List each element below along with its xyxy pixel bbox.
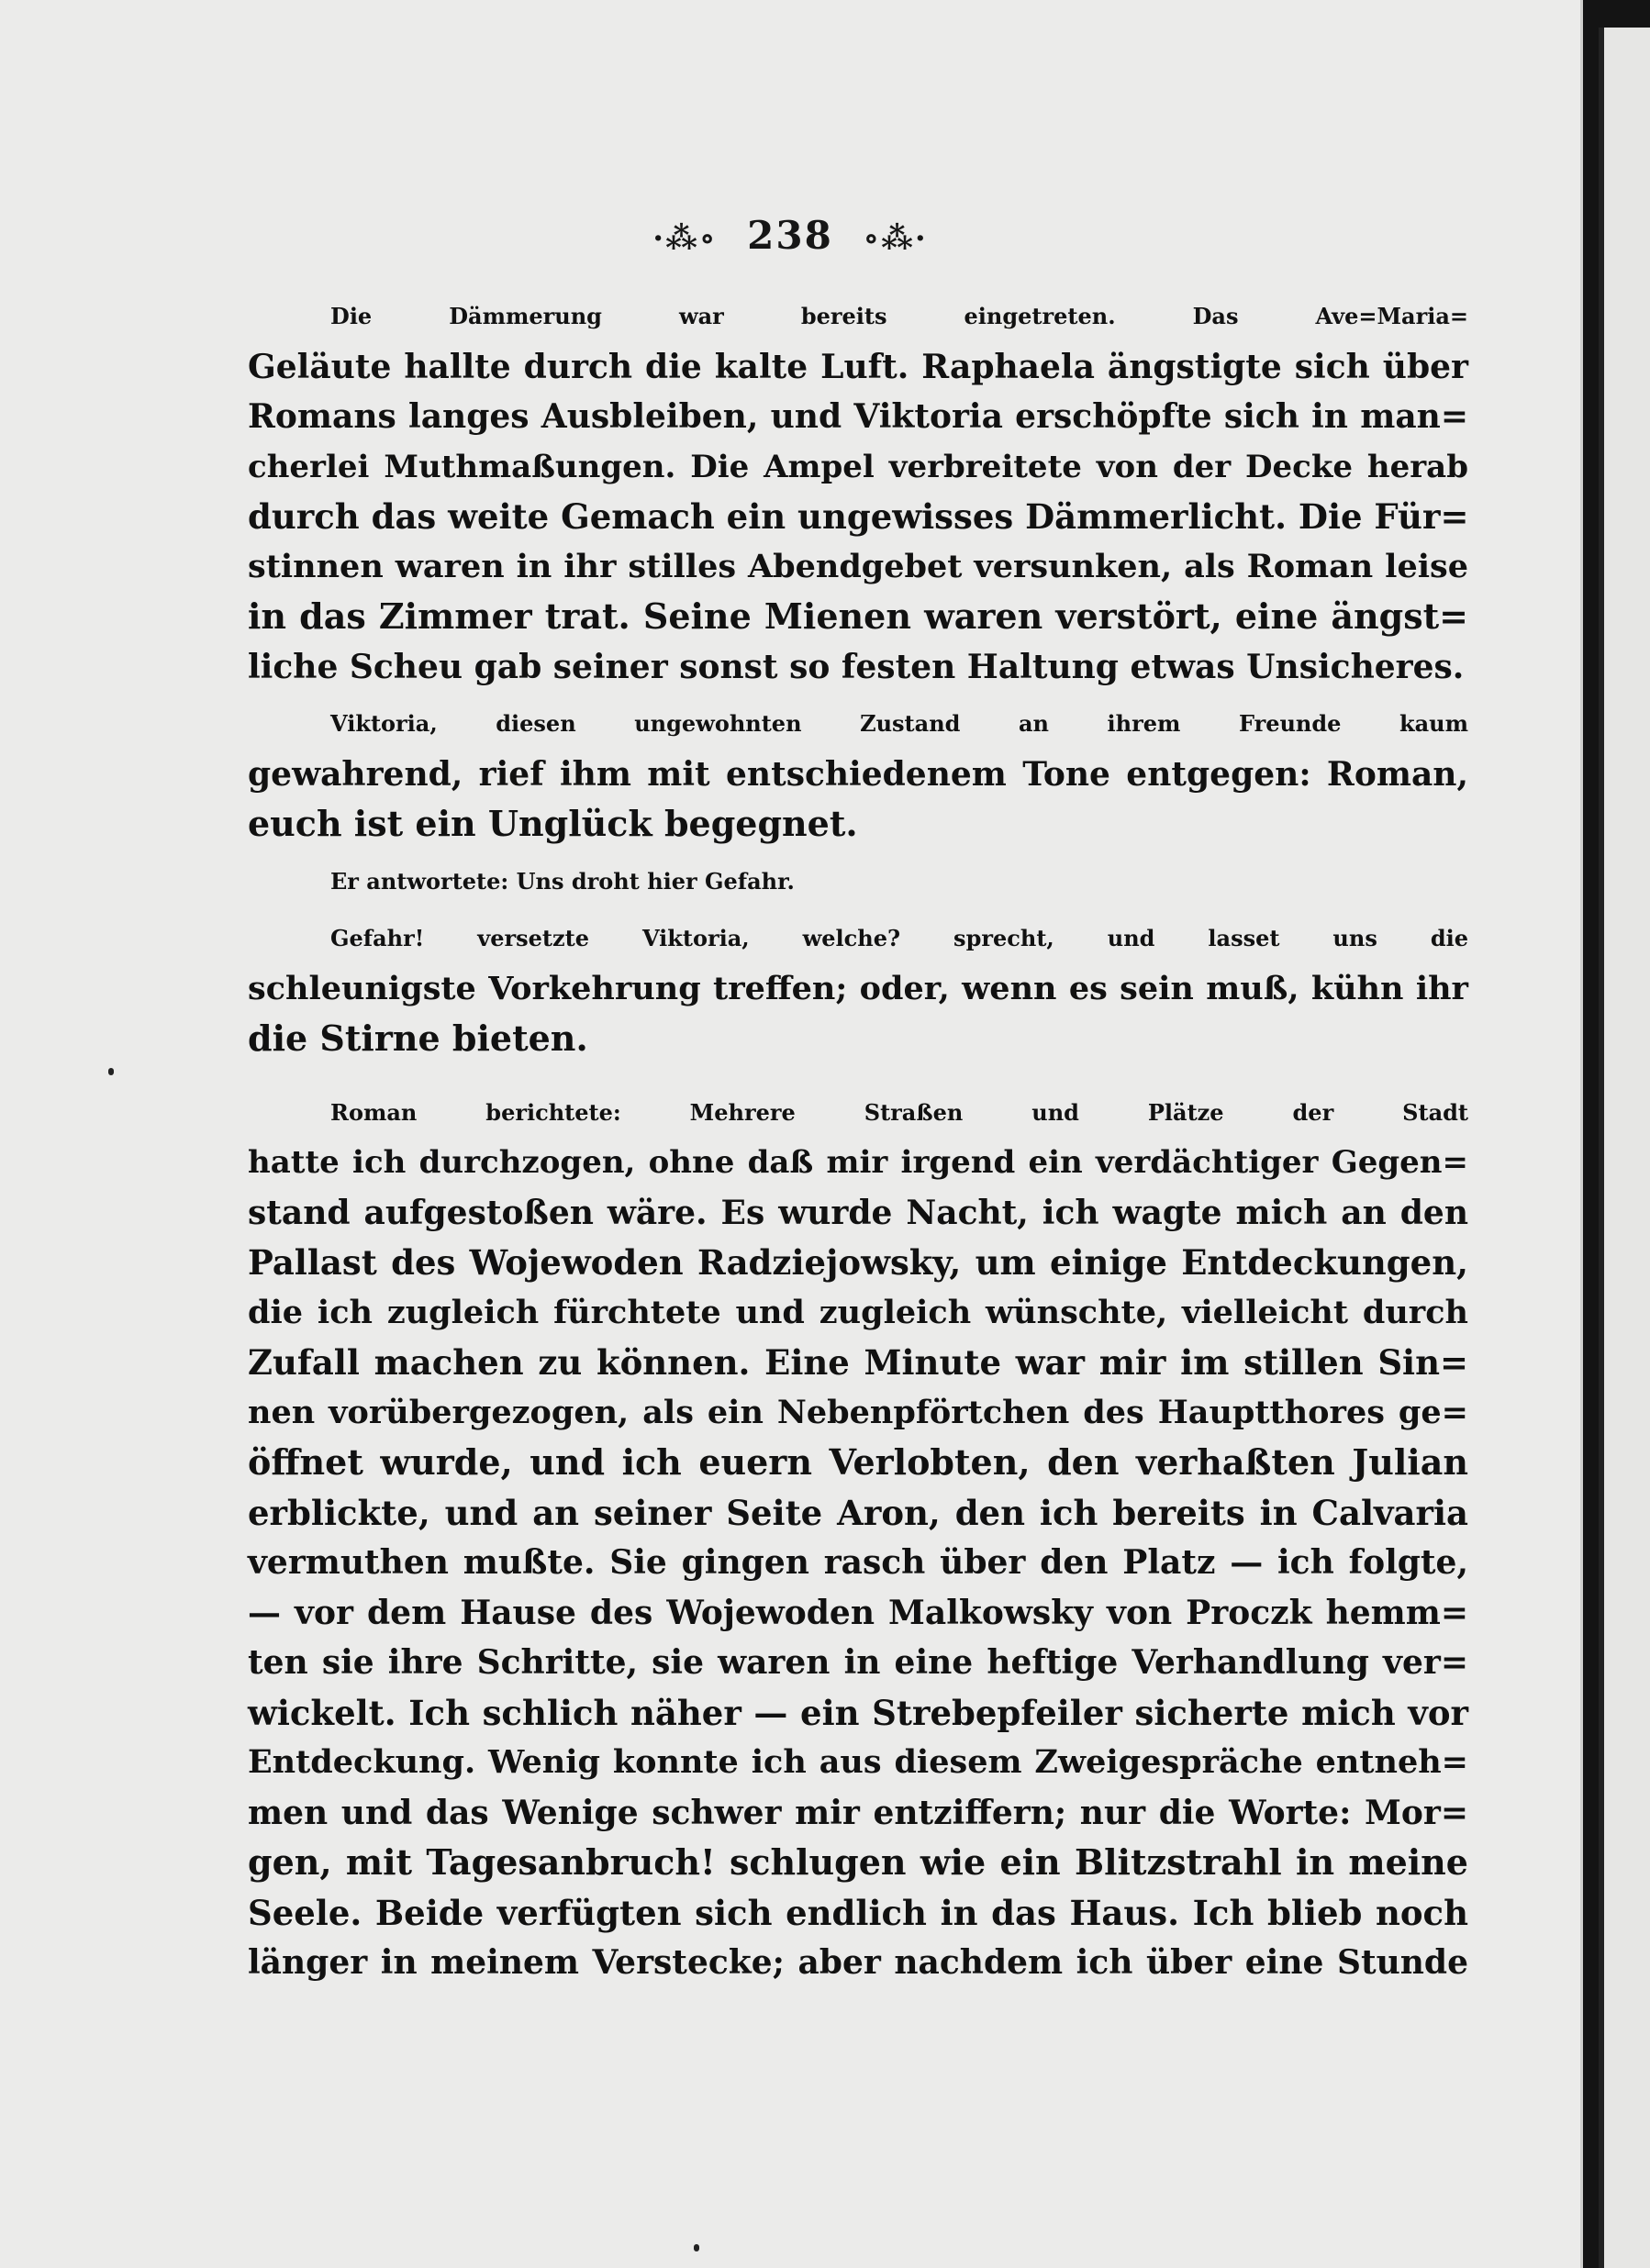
text-line: Er antwortete: Uns droht hier Gefahr. [330, 867, 795, 895]
text-line: stinnen waren in ihr stilles Abendgebet versunken, als Roman leise [248, 547, 1468, 585]
text-line: — vor dem Hause des Wojewoden Malkowsky von Proczk hemm= [248, 1593, 1468, 1632]
text-line: hatte ich durchzogen, ohne daß mir irgend ein verdächtiger Gegen= [248, 1144, 1468, 1181]
text-line: men und das Wenige schwer mir entziffern; nur die Worte: Mor= [248, 1793, 1468, 1832]
ornament-left: ·⁂∘ [652, 220, 718, 257]
page-number: 238 [747, 213, 833, 258]
text-line: Roman berichtete: Mehrere Straßen und Plätze der Stadt [330, 1098, 1468, 1126]
text-line: die ich zugleich fürchtete und zugleich wünschte, vielleicht durch [248, 1293, 1468, 1331]
text-line: Gefahr! versetzte Viktoria, welche? sprecht, und lasset uns die [330, 925, 1468, 951]
body-text [248, 292, 1468, 1988]
text-line: wickelt. Ich schlich näher — ein Strebepfeiler sicherte mich vor [248, 1692, 1468, 1733]
paragraph [248, 699, 1468, 850]
text-line: gen, mit Tagesanbruch! schlugen wie ein Blitzstrahl in meine [248, 1841, 1468, 1883]
text-line: gewahrend, rief ihm mit entschiedenem Tone entgegen: Roman, [248, 754, 1468, 794]
text-line: Entdeckung. Wenig konnte ich aus diesem Zweigespräche entneh= [248, 1743, 1468, 1781]
text-line: vermuthen mußte. Sie gingen rasch über den Platz — ich folgte, [248, 1543, 1468, 1582]
text-line: erblickte, und an seiner Seite Aron, den ich bereits in Calvaria [248, 1492, 1468, 1533]
text-line: Geläute hallte durch die kalte Luft. Raphaela ängstigte sich über [248, 347, 1468, 386]
text-line: nen vorübergezogen, als ein Nebenpförtchen des Hauptthores ge= [248, 1393, 1468, 1431]
paragraph [248, 292, 1468, 692]
text-line: Viktoria, diesen ungewohnten Zustand an ihrem Freunde kaum [330, 710, 1468, 737]
text-line: die Stirne bieten. [248, 1017, 588, 1059]
ornament-right: ∘⁂· [863, 220, 928, 257]
next-page-edge [1599, 28, 1650, 2268]
text-line: stand aufgestoßen wäre. Es wurde Nacht, ich wagte mich an den [248, 1193, 1468, 1232]
text-line: Pallast des Wojewoden Radziejowsky, um einige Entdeckungen, [248, 1242, 1468, 1283]
ink-speck [694, 2244, 699, 2251]
paragraph [248, 914, 1468, 1064]
text-line: euch ist ein Unglück begegnet. [248, 803, 858, 844]
text-line: cherlei Muthmaßungen. Die Ampel verbreitete von der Decke herab [248, 448, 1468, 485]
text-line: Romans langes Ausbleiben, und Viktoria erschöpfte sich in man= [248, 397, 1468, 436]
text-line: Zufall machen zu können. Eine Minute war mir im stillen Sin= [248, 1342, 1468, 1383]
text-line: länger in meinem Verstecke; aber nachdem ich über eine Stunde [248, 1943, 1468, 1982]
text-line: liche Scheu gab seiner sonst so festen Haltung etwas Unsicheres. [248, 647, 1465, 686]
paragraph [248, 1088, 1468, 1988]
text-line: in das Zimmer trat. Seine Mienen waren verstört, eine ängst= [248, 595, 1468, 637]
text-line: Seele. Beide verfügten sich endlich in das Haus. Ich blieb noch [248, 1892, 1468, 1933]
page-header [0, 213, 1580, 258]
text-line: durch das weite Gemach ein ungewisses Dämmerlicht. Die Für= [248, 496, 1469, 537]
text-line: schleunigste Vorkehrung treffen; oder, wenn es sein muß, kühn ihr [248, 969, 1468, 1007]
text-line: Die Dämmerung war bereits eingetreten. Das Ave=Maria= [330, 303, 1468, 329]
ink-speck [108, 1068, 114, 1075]
text-line: ten sie ihre Schritte, sie waren in eine heftige Verhandlung ver= [248, 1643, 1468, 1682]
text-line: öffnet wurde, und ich euern Verlobten, den verhaßten Julian [248, 1441, 1468, 1483]
paragraph [248, 857, 1468, 907]
